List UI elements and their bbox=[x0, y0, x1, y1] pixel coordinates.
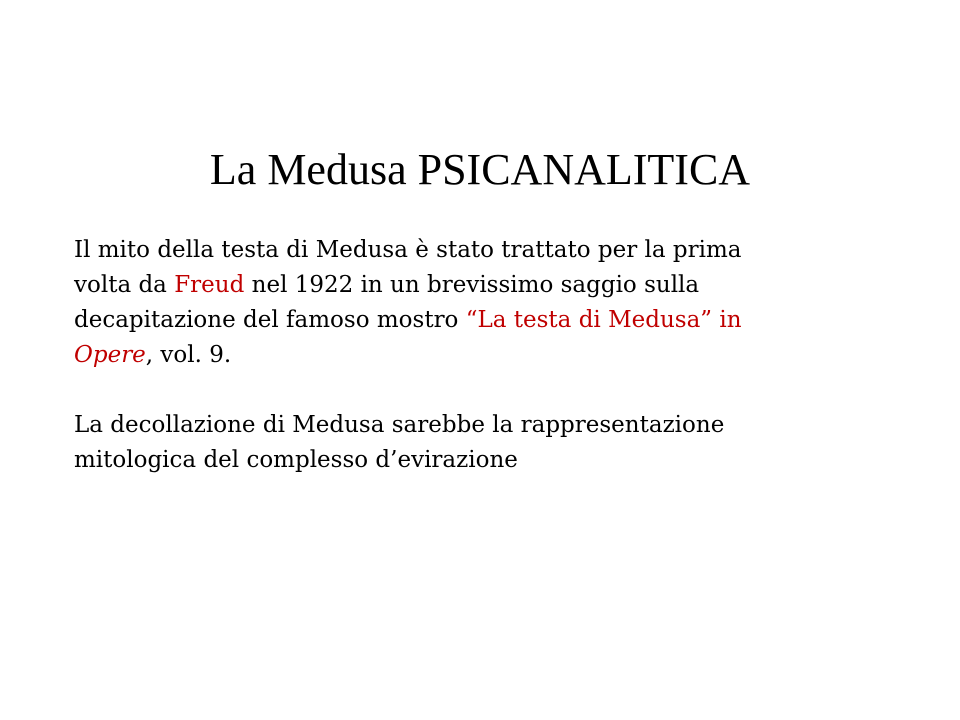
opere-title: Opere bbox=[74, 342, 146, 368]
paragraph1-line2-post: nel 1922 in un brevissimo saggio sulla bbox=[244, 272, 700, 298]
essay-title: “La testa di Medusa” in bbox=[465, 307, 742, 333]
paragraph-decollazione bbox=[74, 408, 844, 478]
slide-title: La Medusa PSICANALITICA bbox=[209, 145, 751, 194]
paragraph1-line2-pre: volta da bbox=[74, 272, 175, 298]
paragraph1-line4-post: , vol. 9. bbox=[145, 342, 232, 368]
paragraph2-line2: mitologica del complesso d’evirazione bbox=[74, 447, 518, 473]
paragraph-freud-essay bbox=[74, 233, 844, 373]
paragraph1-line1: Il mito della testa di Medusa è stato trattato per la prima bbox=[74, 237, 742, 263]
freud-name: Freud bbox=[174, 272, 245, 298]
paragraph1-line3-pre: decapitazione del famoso mostro bbox=[74, 307, 466, 333]
paragraph2-line1: La decollazione di Medusa sarebbe la rappresentazione bbox=[74, 412, 725, 438]
slide-body bbox=[74, 233, 844, 478]
